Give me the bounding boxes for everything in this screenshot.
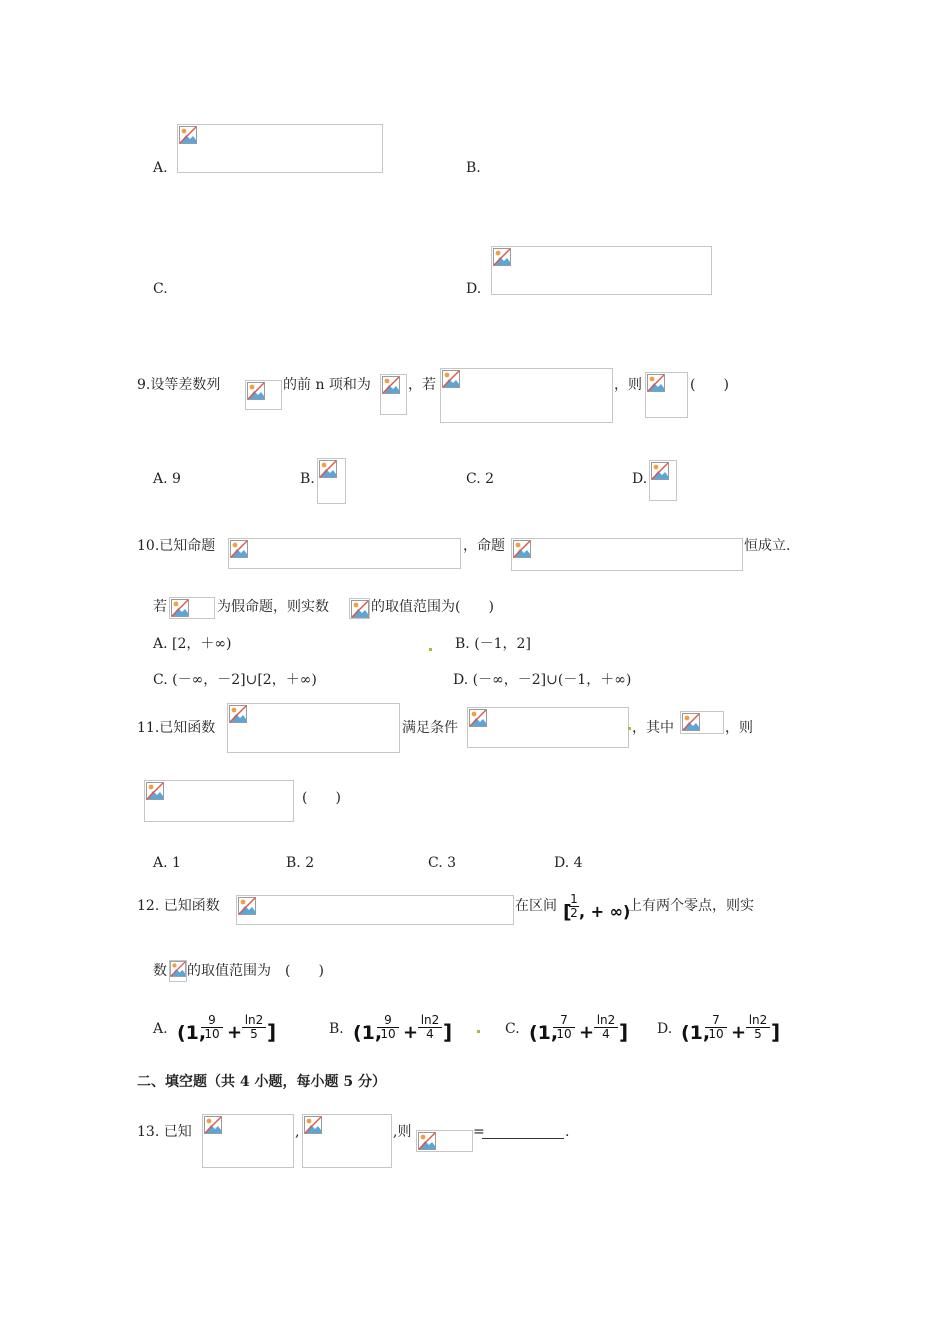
q12-interval-rest: , + ∞)	[579, 902, 631, 921]
q12-option-open: (1,	[177, 1022, 207, 1044]
broken-image-icon	[229, 705, 247, 723]
q12-option-numerator: ln2	[748, 1013, 768, 1027]
stray-dot	[628, 727, 631, 730]
q9-option-d-image	[649, 460, 677, 501]
broken-image-icon	[171, 599, 189, 617]
broken-image-icon	[651, 462, 669, 480]
q12-prefix: 12. 已知函数	[137, 898, 220, 914]
q9-sum-image	[380, 374, 407, 415]
q12-option-denominator: 10	[377, 1027, 399, 1041]
q12-option-close: ]	[443, 1020, 453, 1044]
q12-option-denominator: 4	[594, 1027, 618, 1041]
broken-image-icon	[493, 248, 511, 266]
q12-option-fraction-2	[418, 1014, 442, 1041]
q12-option-fraction-2	[594, 1014, 618, 1041]
broken-image-icon	[179, 126, 197, 144]
broken-image-icon	[469, 709, 487, 727]
q8-option-d-label: D.	[466, 281, 482, 297]
broken-image-icon	[442, 370, 460, 388]
q10-option-c: C. (－∞，－2]∪[2，＋∞)	[153, 672, 317, 688]
broken-image-icon	[238, 897, 256, 915]
q11-expression-image	[144, 780, 294, 822]
q11-option-d: D. 4	[554, 855, 583, 871]
q10-line2-end: 的取值范围为( )	[371, 599, 494, 615]
broken-image-icon	[170, 961, 186, 977]
broken-image-icon	[204, 1116, 222, 1134]
q12-option-fraction-1	[377, 1014, 399, 1041]
q11-ze-text: ，则	[725, 720, 753, 736]
q12-option-numerator: 9	[384, 1013, 392, 1027]
q12-option-open: (1,	[529, 1022, 559, 1044]
stray-dot	[477, 1030, 480, 1033]
q12-line2-shu: 数	[153, 963, 167, 979]
q8-option-c-label: C.	[153, 281, 168, 297]
q12-option-fraction-1	[705, 1014, 727, 1041]
broken-image-icon	[382, 376, 400, 394]
q12-option-plus: +	[227, 1022, 243, 1043]
q12-option-label: B.	[329, 1021, 344, 1037]
q11-prefix: 11.已知函数	[137, 720, 216, 736]
q9-target-image	[645, 372, 688, 418]
q9-option-d-label: D.	[632, 471, 648, 487]
q9-sequence-image	[245, 380, 282, 410]
q13-answer-blank[interactable]	[482, 1138, 564, 1139]
q10-option-b: B. (－1，2]	[455, 636, 531, 652]
q12-interval-denominator: 2	[570, 906, 578, 920]
q13-target-image	[416, 1130, 473, 1152]
q8-option-b-label: B.	[466, 160, 481, 176]
q10-option-d: D. (－∞，－2]∪(－1，＋∞)	[453, 672, 632, 688]
q12-option-fraction-2	[242, 1014, 266, 1041]
q13-prefix: 13. 已知	[137, 1124, 192, 1140]
q12-option-numerator: 9	[208, 1013, 216, 1027]
q12-option-denominator: 5	[242, 1027, 266, 1041]
q12-option-numerator: ln2	[244, 1013, 264, 1027]
q11-answer-paren: ( )	[302, 790, 341, 806]
q12-option-label: C.	[505, 1021, 520, 1037]
q12-function-image	[236, 895, 514, 925]
q10-proposition-p-image	[228, 538, 461, 569]
broken-image-icon	[146, 782, 164, 800]
broken-image-icon	[304, 1116, 322, 1134]
broken-image-icon	[230, 540, 248, 558]
q12-interval-bracket: [	[563, 901, 572, 923]
q10-suffix: 恒成立.	[744, 538, 791, 554]
q9-prefix: 9.设等差数列	[137, 377, 221, 393]
q12-interval-fraction	[569, 893, 579, 920]
q8-option-d-image	[491, 246, 712, 295]
q9-ze-text: ，则	[614, 377, 642, 393]
q12-option-open: (1,	[353, 1022, 383, 1044]
q12-option-close: ]	[267, 1020, 277, 1044]
broken-image-icon	[513, 540, 531, 558]
q12-option-fraction-1	[201, 1014, 223, 1041]
q11-condition-text: 满足条件	[402, 720, 458, 736]
q12-option-numerator: ln2	[596, 1013, 616, 1027]
q10-prefix: 10.已知命题	[137, 538, 216, 554]
broken-image-icon	[647, 374, 665, 392]
q12-suffix: 上有两个零点，则实	[628, 898, 754, 914]
q8-option-a-image	[177, 124, 383, 173]
q13-period: .	[565, 1124, 570, 1140]
q12-option-close: ]	[771, 1020, 781, 1044]
q9-ruo-text: ，若	[408, 377, 436, 393]
section-2-title: 二、填空题（共 4 小题，每小题 5 分）	[137, 1074, 386, 1090]
q12-option-label: A.	[153, 1021, 168, 1037]
q13-given-image-1	[202, 1114, 294, 1168]
q11-function-image	[227, 703, 400, 753]
q12-option-plus: +	[731, 1022, 747, 1043]
q12-option-open: (1,	[681, 1022, 711, 1044]
q9-condition-image	[440, 368, 613, 423]
q11-condition-image	[467, 707, 629, 748]
q8-option-a-label: A.	[153, 160, 168, 176]
q13-ze-text: ,则	[393, 1124, 412, 1140]
q10-compound-image	[169, 597, 215, 619]
broken-image-icon	[418, 1132, 436, 1150]
q9-answer-paren: ( )	[690, 377, 729, 393]
q10-line2-ruo: 若	[153, 599, 167, 615]
broken-image-icon	[351, 600, 369, 618]
q12-option-close: ]	[619, 1020, 629, 1044]
q13-comma: ,	[295, 1124, 300, 1140]
broken-image-icon	[247, 382, 265, 400]
q12-option-numerator: 7	[560, 1013, 568, 1027]
q12-line2-end: 的取值范围为 ( )	[187, 963, 324, 979]
q11-where-image	[680, 711, 724, 734]
q12-option-label: D.	[657, 1021, 673, 1037]
q9-option-b-image	[317, 458, 346, 504]
q12-option-plus: +	[403, 1022, 419, 1043]
q12-option-fraction-1	[553, 1014, 575, 1041]
q10-option-a: A. [2，＋∞)	[153, 636, 232, 652]
stray-dot	[429, 648, 432, 651]
q12-option-fraction-2	[746, 1014, 770, 1041]
q10-variable-image	[349, 598, 370, 619]
q12-option-numerator: ln2	[420, 1013, 440, 1027]
q10-line2-mid: 为假命题，则实数	[217, 599, 329, 615]
q12-interval-text: 在区间	[515, 898, 557, 914]
q9-mid-text: 的前 n 项和为	[283, 377, 371, 393]
q10-proposition-q-image	[511, 538, 743, 571]
q9-option-b-label: B.	[300, 471, 315, 487]
q12-option-numerator: 7	[712, 1013, 720, 1027]
q13-given-image-2	[302, 1114, 392, 1168]
q12-option-plus: +	[579, 1022, 595, 1043]
broken-image-icon	[682, 713, 700, 731]
q12-variable-image	[169, 960, 187, 982]
q12-option-denominator: 10	[705, 1027, 727, 1041]
q10-mingti-text: ，命题	[463, 538, 505, 554]
q9-option-c: C. 2	[466, 471, 495, 487]
q12-option-denominator: 5	[746, 1027, 770, 1041]
q11-qizhong-text: ，其中	[632, 720, 674, 736]
q12-option-denominator: 10	[201, 1027, 223, 1041]
q13-equals: =	[473, 1124, 485, 1140]
q12-option-denominator: 4	[418, 1027, 442, 1041]
q9-option-a: A. 9	[153, 471, 181, 487]
q12-interval-numerator: 1	[570, 892, 578, 906]
q11-option-a: A. 1	[153, 855, 181, 871]
q11-option-c: C. 3	[428, 855, 457, 871]
q12-option-denominator: 10	[553, 1027, 575, 1041]
broken-image-icon	[319, 460, 337, 478]
q11-option-b: B. 2	[286, 855, 315, 871]
